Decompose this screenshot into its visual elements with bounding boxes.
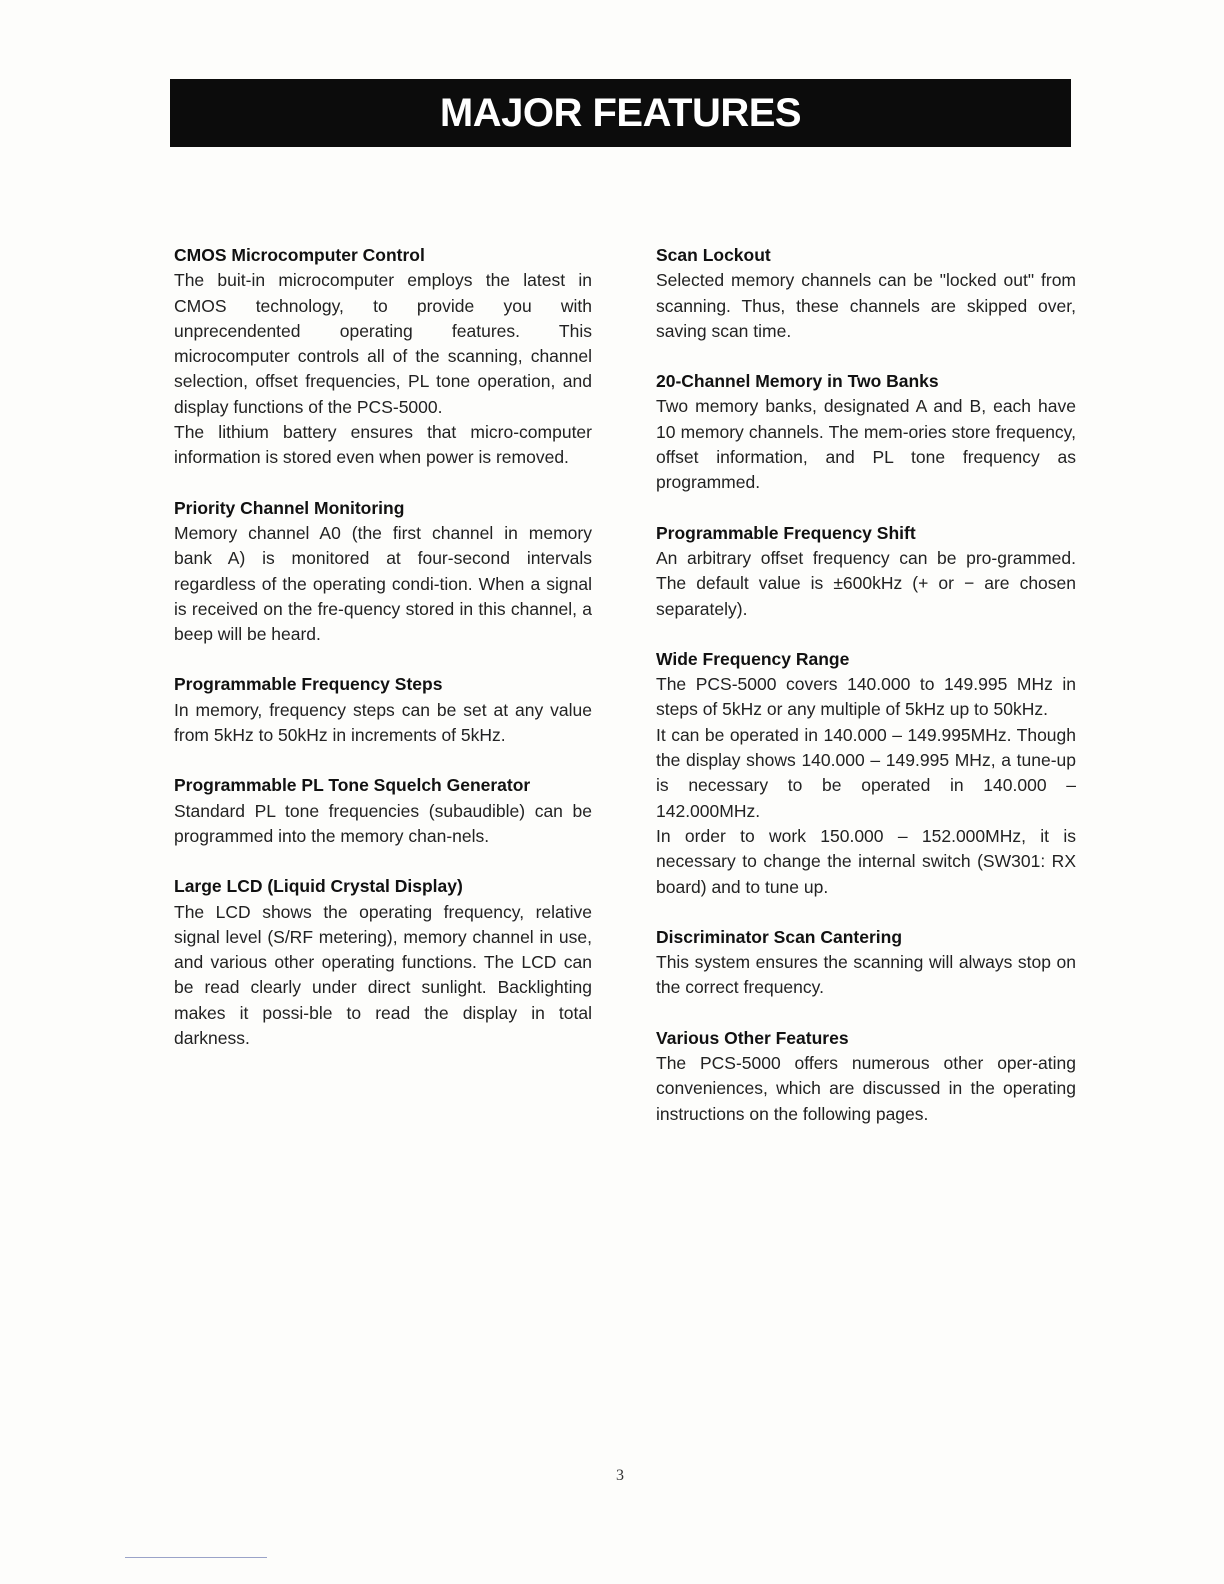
left-column <box>174 243 592 1076</box>
right-column <box>656 243 1076 1152</box>
feature-paragraph: In memory, frequency steps can be set at any value from 5kHz to 50kHz in increments of 5kHz. <box>174 699 592 746</box>
feature-paragraph: Memory channel A0 (the first channel in memory bank A) is monitored at four-second intervals regardless of the operating condi-tion. When a signal is received on the fre-quency stored in this channel, a beep will be heard. <box>174 522 592 645</box>
feature-section <box>656 243 1076 344</box>
feature-section <box>174 243 592 471</box>
feature-heading: Discriminator Scan Cantering <box>656 926 903 947</box>
feature-heading: Large LCD (Liquid Crystal Display) <box>174 876 463 897</box>
feature-heading: 20-Channel Memory in Two Banks <box>656 371 939 392</box>
feature-section <box>656 647 1076 900</box>
feature-section <box>656 369 1076 495</box>
feature-paragraph: The PCS-5000 covers 140.000 to 149.995 MHz in steps of 5kHz or any multiple of 5kHz up to 50kHz. <box>656 674 1076 720</box>
feature-heading: Various Other Features <box>656 1027 849 1048</box>
feature-paragraph: The lithium battery ensures that micro-computer information is stored even when power is removed. <box>174 422 592 468</box>
feature-heading: Priority Channel Monitoring <box>174 497 405 518</box>
feature-paragraph: Two memory banks, designated A and B, each have 10 memory channels. The mem-ories store frequency, offset information, and PL tone frequency as programmed. <box>656 396 1076 493</box>
feature-heading: Wide Frequency Range <box>656 648 850 669</box>
feature-paragraph: The LCD shows the operating frequency, relative signal level (S/RF metering), memory channel in use, and various other operating functions. The LCD can be read clearly under direct sunlight. Backlighting makes it possi-ble to read the display in total darkness. <box>174 901 592 1049</box>
feature-paragraph: Selected memory channels can be "locked out" from scanning. Thus, these channels are skipped over, saving scan time. <box>656 270 1076 341</box>
feature-section <box>656 1026 1076 1127</box>
feature-heading: CMOS Microcomputer Control <box>174 245 425 265</box>
feature-paragraph: This system ensures the scanning will always stop on the correct frequency. <box>656 952 1076 998</box>
feature-paragraph: In order to work 150.000 – 152.000MHz, it is necessary to change the internal switch (SW301: RX board) and to tune up. <box>656 825 1076 897</box>
feature-paragraph: Standard PL tone frequencies (subaudible) can be programmed into the memory chan-nels. <box>174 800 592 846</box>
feature-section <box>174 672 592 748</box>
feature-section <box>656 925 1076 1001</box>
page-title: MAJOR FEATURES <box>439 90 802 135</box>
feature-heading: Programmable Frequency Steps <box>174 674 443 695</box>
feature-paragraph: An arbitrary offset frequency can be pro-grammed. The default value is ±600kHz (+ or − are chosen separately). <box>656 547 1076 619</box>
feature-section <box>174 874 592 1051</box>
feature-paragraph: It can be operated in 140.000 – 149.995MHz. Though the display shows 140.000 – 149.995 MHz, a tune-up is necessary to be operated in 140.000 – 142.000MHz. <box>656 724 1076 821</box>
feature-section <box>174 496 592 648</box>
feature-paragraph: The buit-in microcomputer employs the latest in CMOS technology, to provide you with unprecendented operating features. This microcomputer controls all of the scanning, channel selection, offset frequencies, PL tone operation, and display functions of the PCS-5000. <box>174 270 592 417</box>
scan-edge-line <box>125 1557 267 1558</box>
feature-heading: Programmable PL Tone Squelch Generator <box>174 775 531 796</box>
feature-heading: Scan Lockout <box>656 245 771 265</box>
feature-section <box>656 521 1076 622</box>
page-number: 3 <box>616 1467 624 1484</box>
feature-section <box>174 773 592 849</box>
feature-paragraph: The PCS-5000 offers numerous other oper-ating conveniences, which are discussed in the operating instructions on the following pages. <box>656 1053 1076 1124</box>
title-banner <box>170 79 1071 147</box>
feature-heading: Programmable Frequency Shift <box>656 522 916 543</box>
